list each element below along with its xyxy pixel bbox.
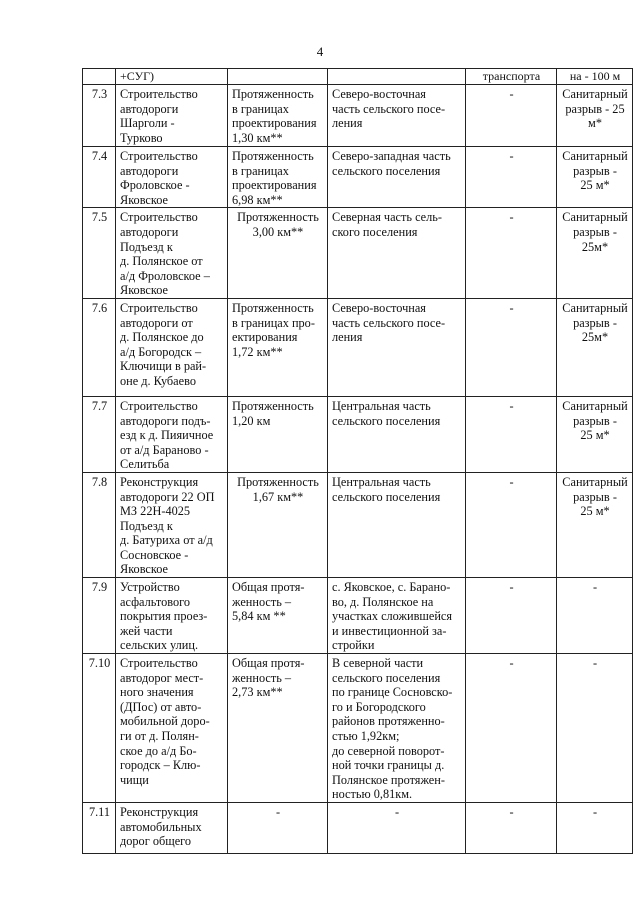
cell-num: 7.5 [83, 208, 116, 299]
cell-num [83, 69, 116, 85]
cell-transport: - [466, 472, 557, 577]
cell-zone: - [557, 802, 633, 853]
cell-param: Общая протя- женность – 2,73 км** [228, 654, 328, 803]
cell-name: Строительство автодороги Шарголи - Турково [116, 85, 228, 147]
cell-place: Центральная часть сельского поселения [328, 472, 466, 577]
cell-param: Протяженность в границах про- ектирования 1,72 км** [228, 298, 328, 396]
cell-param: Протяженность в границах проектирования 6,98 км** [228, 147, 328, 208]
table-row [83, 472, 633, 577]
cell-name: Устройство асфальтового покрытия проез- жей части сельских улиц. [116, 578, 228, 654]
cell-name: Строительство автодороги Подъезд к д. Полянское от а/д Фроловское – Яковское [116, 208, 228, 299]
table-row [83, 147, 633, 208]
cell-place [328, 69, 466, 85]
cell-name: Строительство автодорог мест- ного значения (ДПос) от авто- мобильной доро- ги от д. Полян- ское до а/д Бо- городск – Клю- чищи [116, 654, 228, 803]
page-number: 4 [316, 44, 324, 59]
cell-place: Северная часть сель- ского поселения [328, 208, 466, 299]
table-row [83, 802, 633, 853]
table-row [83, 396, 633, 472]
cell-param: Протяженность 1,20 км [228, 396, 328, 472]
cell-place: Северо-восточная часть сельского посе- ления [328, 85, 466, 147]
cell-num: 7.7 [83, 396, 116, 472]
cell-transport: - [466, 208, 557, 299]
cell-place: Центральная часть сельского поселения [328, 396, 466, 472]
cell-param: Протяженность 1,67 км** [228, 472, 328, 577]
cell-name: +СУГ) [116, 69, 228, 85]
infrastructure-table [82, 68, 633, 854]
cell-num: 7.4 [83, 147, 116, 208]
cell-transport: - [466, 654, 557, 803]
cell-name: Реконструкция автодороги 22 ОП МЗ 22Н-4025 Подъезд к д. Батуриха от а/д Сосновское - Яковское [116, 472, 228, 577]
cell-transport: - [466, 802, 557, 853]
cell-zone: Санитарный разрыв - 25м* [557, 298, 633, 396]
cell-transport: - [466, 147, 557, 208]
cell-num: 7.11 [83, 802, 116, 853]
cell-place: Северо-восточная часть сельского посе- ления [328, 298, 466, 396]
cell-zone: на - 100 м [557, 69, 633, 85]
cell-transport: - [466, 298, 557, 396]
table-row [83, 298, 633, 396]
cell-param: Протяженность 3,00 км** [228, 208, 328, 299]
cell-name: Реконструкция автомобильных дорог общего [116, 802, 228, 853]
cell-transport: - [466, 85, 557, 147]
cell-zone: Санитарный разрыв - 25м* [557, 208, 633, 299]
cell-zone: - [557, 578, 633, 654]
cell-param: - [228, 802, 328, 853]
cell-place: с. Яковское, с. Барано- во, д. Полянское на участках сложившейся и инвестиционной за- стройки [328, 578, 466, 654]
cell-transport: - [466, 396, 557, 472]
cell-place: - [328, 802, 466, 853]
table-row [83, 208, 633, 299]
cell-zone: Санитарный разрыв - 25 м* [557, 472, 633, 577]
cell-zone: Санитарный разрыв - 25 м* [557, 396, 633, 472]
cell-zone: Санитарный разрыв - 25 м* [557, 85, 633, 147]
cell-num: 7.9 [83, 578, 116, 654]
table-row [83, 69, 633, 85]
cell-place: В северной части сельского поселения по границе Сосновско- го и Богородского районов протяженно- стью 1,92км; до северной поворот- ной точки границы д. Полянское протяжен- ностью 0,81км. [328, 654, 466, 803]
cell-param: Протяженность в границах проектирования 1,30 км** [228, 85, 328, 147]
cell-transport: - [466, 578, 557, 654]
cell-num: 7.3 [83, 85, 116, 147]
cell-place: Северо-западная часть сельского поселения [328, 147, 466, 208]
cell-zone: - [557, 654, 633, 803]
cell-param: Общая протя- женность – 5,84 км ** [228, 578, 328, 654]
cell-zone: Санитарный разрыв - 25 м* [557, 147, 633, 208]
cell-num: 7.10 [83, 654, 116, 803]
cell-num: 7.8 [83, 472, 116, 577]
table-row [83, 85, 633, 147]
table-row [83, 578, 633, 654]
cell-transport: транспорта [466, 69, 557, 85]
cell-param [228, 69, 328, 85]
table-row [83, 654, 633, 803]
cell-name: Строительство автодороги подъ- езд к д. Пияичное от а/д Бараново - Селитьба [116, 396, 228, 472]
cell-name: Строительство автодороги Фроловское - Яковское [116, 147, 228, 208]
cell-name: Строительство автодороги от д. Полянское до а/д Богородск – Ключищи в рай- оне д. Кубаево [116, 298, 228, 396]
cell-num: 7.6 [83, 298, 116, 396]
